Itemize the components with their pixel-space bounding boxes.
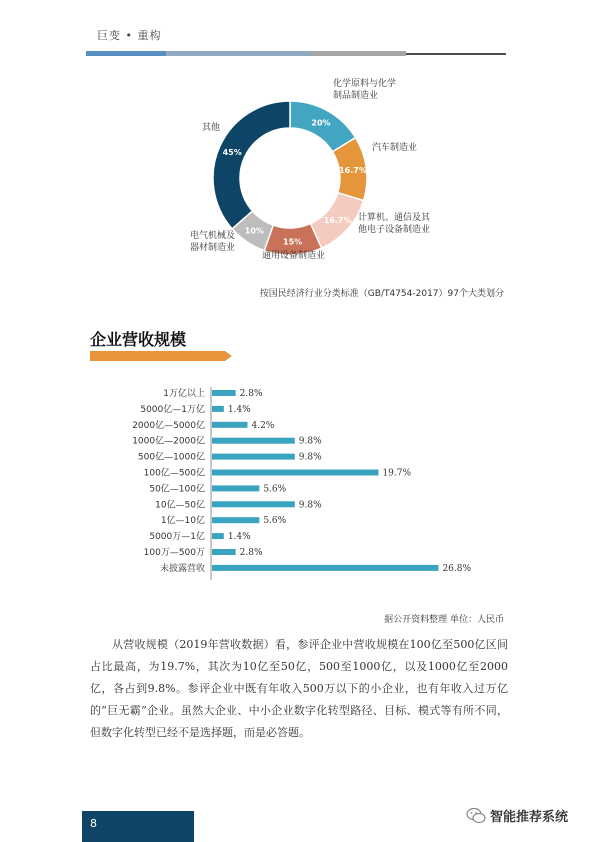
bar [212, 533, 224, 539]
bar [212, 470, 378, 476]
header-bar-3 [311, 51, 406, 56]
donut-slice-percent: 15% [283, 237, 303, 247]
donut-slice-label: 化学原料与化学 [333, 79, 397, 89]
donut-slice [213, 101, 290, 229]
donut-slice-label: 他电子设备制造业 [358, 225, 431, 235]
bar [212, 501, 295, 507]
donut-slice-percent: 10% [244, 226, 264, 236]
bar [212, 565, 438, 571]
bar [212, 406, 224, 412]
bar-value-label: 2.8% [239, 389, 263, 399]
bar [212, 422, 247, 428]
watermark-text: 智能推荐系统 [490, 810, 569, 825]
header-title: 巨变 • 重构 [97, 29, 162, 42]
donut-slice-percent: 16.7% [339, 165, 367, 175]
bar [212, 454, 295, 460]
bar-category-label: 1000亿—2000亿 [132, 436, 205, 447]
bar [212, 390, 236, 396]
bar-category-label: 100亿—500亿 [143, 468, 205, 479]
footer-page-box [82, 811, 194, 842]
wechat-icon [466, 807, 486, 825]
industry-donut-chart [0, 60, 596, 290]
bar [212, 517, 259, 523]
header-bar-1 [86, 51, 166, 56]
donut-slice-label: 通用设备制造业 [262, 251, 326, 261]
bar [212, 549, 236, 555]
donut-slice-label: 器材制造业 [190, 243, 236, 253]
bar-value-label: 19.7% [382, 468, 412, 479]
bar-value-label: 9.8% [298, 452, 322, 463]
bar-value-label: 4.2% [251, 420, 275, 431]
bar-value-label: 1.4% [227, 404, 251, 415]
donut-slice-label: 计算机、通信及其 [358, 213, 431, 223]
section-title-underline [90, 351, 232, 361]
header-bar-2 [166, 51, 311, 56]
donut-slice-percent: 16.7% [323, 216, 352, 226]
bar-value-label: 5.6% [263, 484, 287, 495]
donut-slice-percent: 45% [222, 147, 242, 157]
page-number: 8 [90, 817, 97, 830]
section-title: 企业营收规模 [90, 330, 187, 349]
donut-source-note: 按国民经济行业分类标准（GB/T4754-2017）97个大类划分 [259, 289, 504, 299]
bar-category-label: 100万—500万 [143, 548, 205, 558]
bar-category-label: 1万亿以上 [163, 389, 205, 399]
bar-category-label: 10亿—50亿 [155, 500, 205, 511]
bar-category-label: 未披露营收 [159, 563, 205, 574]
bar-value-label: 9.8% [298, 500, 322, 511]
bar-category-label: 1亿—10亿 [160, 516, 205, 527]
bar-value-label: 5.6% [263, 516, 287, 527]
bar-category-label: 5000亿—1万亿 [140, 404, 205, 415]
bar-value-label: 9.8% [298, 436, 322, 447]
bar-value-label: 2.8% [239, 548, 263, 558]
bar-category-label: 50亿—100亿 [149, 484, 205, 495]
donut-slice-percent: 20% [311, 118, 331, 128]
header-bar-4 [406, 53, 506, 55]
bar [212, 485, 259, 491]
bar-category-label: 5000万—1亿 [149, 532, 205, 543]
bar [212, 438, 295, 444]
donut-slice-label: 电气机械及 [190, 231, 236, 241]
bar-value-label: 26.8% [442, 563, 472, 574]
bar-chart-source-note: 据公开资料整理 单位：人民币 [384, 615, 504, 625]
donut-slice-label: 汽车制造业 [372, 143, 418, 153]
bar-category-label: 500亿—1000亿 [137, 452, 205, 463]
revenue-bar-chart [0, 385, 596, 585]
body-paragraph: 从营收规模（2019年营收数据）看，参评企业中营收规模在100亿至500亿区间占比最高，为19.7%，其次为10亿至50亿，500至1000亿，以及1000亿至2000亿，各占到9.8%。参评企业中既有年收入500万以下的小企业，也有年收入过万亿的“巨无霸”企业。虽然大企业、中小企业数字化转型路径、目标、模式等有所不同，但数字化转型已经不是选择题，而是必答题。 [90, 638, 508, 739]
donut-slice-label: 制品制造业 [333, 91, 379, 101]
bar-value-label: 1.4% [227, 532, 251, 543]
bar-category-label: 2000亿—5000亿 [132, 420, 205, 431]
donut-slice-label: 其他 [202, 123, 221, 133]
